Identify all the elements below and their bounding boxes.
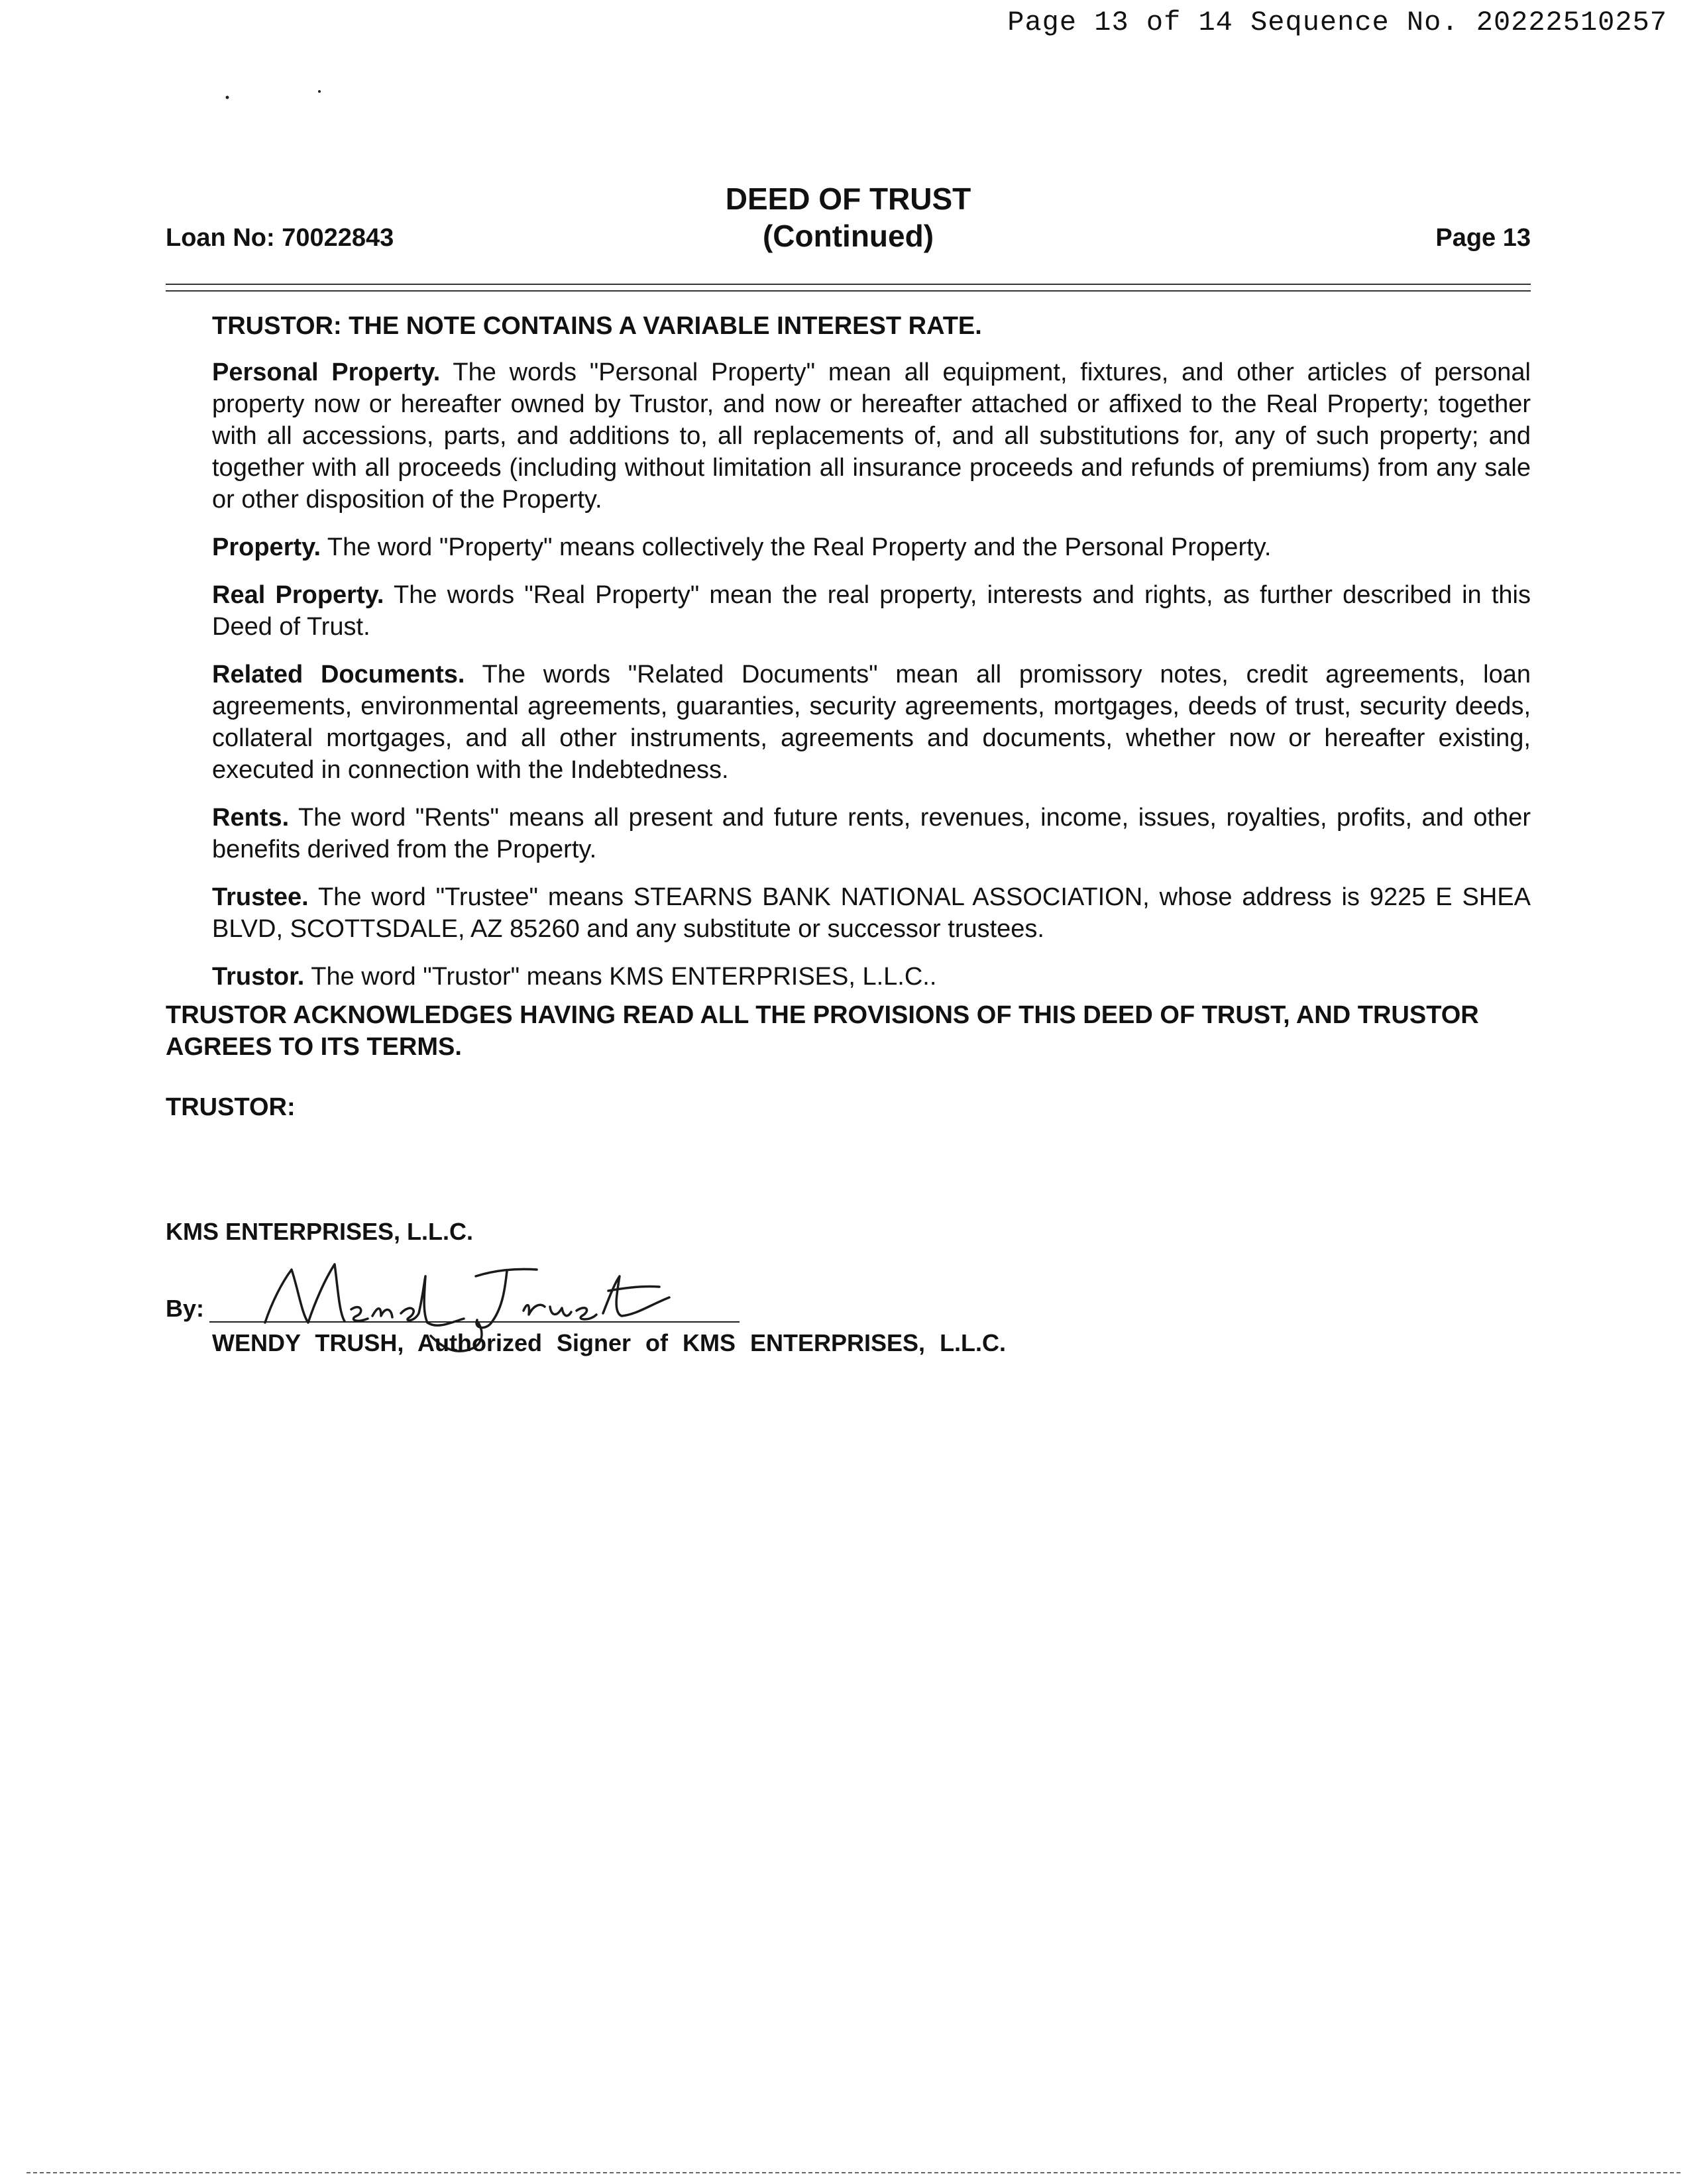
definition-text: The words "Related Documents" mean all promissory notes, credit agreements, loan agreements, environmental agreements, guaranties, security agreements, mortgages, deeds of trust, security deeds, collateral mortgages, and all other instruments, agreements and documents, whether now or hereafter existing, executed in connection with the Indebtedness.	[212, 661, 1531, 784]
document-title-block	[166, 180, 1531, 254]
scan-footer-line	[27, 2172, 1680, 2173]
definition-text: The word "Trustor" means KMS ENTERPRISES, L.L.C..	[311, 963, 937, 991]
definition-real-property	[212, 579, 1531, 643]
variable-rate-notice: TRUSTOR: THE NOTE CONTAINS A VARIABLE INTEREST RATE.	[212, 312, 982, 340]
definition-trustee	[212, 881, 1531, 945]
definition-text: The word "Rents" means all present and future rents, revenues, income, issues, royalties, profits, and other benefits derived from the Property.	[212, 804, 1531, 863]
definition-term: Related Documents.	[212, 661, 465, 688]
definition-related-documents	[212, 659, 1531, 786]
document-title: DEED OF TRUST	[725, 182, 971, 216]
company-name: KMS ENTERPRISES, L.L.C.	[166, 1218, 474, 1245]
definition-term: Personal Property.	[212, 358, 441, 386]
header-rule-top	[166, 284, 1531, 285]
page-number: Page 13	[1435, 224, 1531, 252]
definition-text: The words "Personal Property" mean all equipment, fixtures, and other articles of personal property now or hereafter owned by Trustor, and now or hereafter attached or affixed to the Real Property; together with all accessions, parts, and additions to, all replacements of, and all substitutions for, any of such property; and together with all proceeds (including without limitation all insurance proceeds and refunds of premiums) from any sale or other disposition of the Property.	[212, 358, 1531, 514]
signer-name: WENDY TRUSH, Authorized Signer of KMS ENTERPRISES, L.L.C.	[212, 1329, 1007, 1356]
header-rule-bottom	[166, 290, 1531, 292]
definition-text: The word "Trustee" means STEARNS BANK NATIONAL ASSOCIATION, whose address is 9225 E SHEA BLVD, SCOTTSDALE, AZ 85260 and any substitute or successor trustees.	[212, 883, 1531, 943]
definition-term: Real Property.	[212, 581, 384, 609]
document-header	[166, 180, 1531, 253]
definition-property	[212, 531, 1531, 563]
scan-specks	[0, 0, 398, 133]
sequence-stamp: Page 13 of 14 Sequence No. 20222510257	[1007, 7, 1667, 38]
definition-rents	[212, 802, 1531, 865]
definitions-section	[212, 310, 1531, 1009]
by-label: By:	[166, 1295, 205, 1322]
acknowledgment: TRUSTOR ACKNOWLEDGES HAVING READ ALL THE PROVISIONS OF THIS DEED OF TRUST, AND TRUSTOR AGREES TO ITS TERMS.	[166, 1001, 1479, 1061]
loan-number: Loan No: 70022843	[166, 224, 394, 252]
definition-term: Property.	[212, 533, 321, 561]
definition-text: The words "Real Property" mean the real property, interests and rights, as further described in this Deed of Trust.	[212, 581, 1531, 641]
trustor-heading: TRUSTOR:	[166, 1093, 296, 1121]
handwritten-signature	[245, 1250, 683, 1382]
definition-personal-property	[212, 356, 1531, 516]
definition-term: Rents.	[212, 804, 290, 832]
definition-term: Trustee.	[212, 883, 309, 911]
definition-trustor	[212, 961, 1531, 993]
definition-text: The word "Property" means collectively the Real Property and the Personal Property.	[327, 533, 1272, 561]
definition-term: Trustor.	[212, 963, 305, 991]
document-subtitle: (Continued)	[762, 219, 934, 253]
